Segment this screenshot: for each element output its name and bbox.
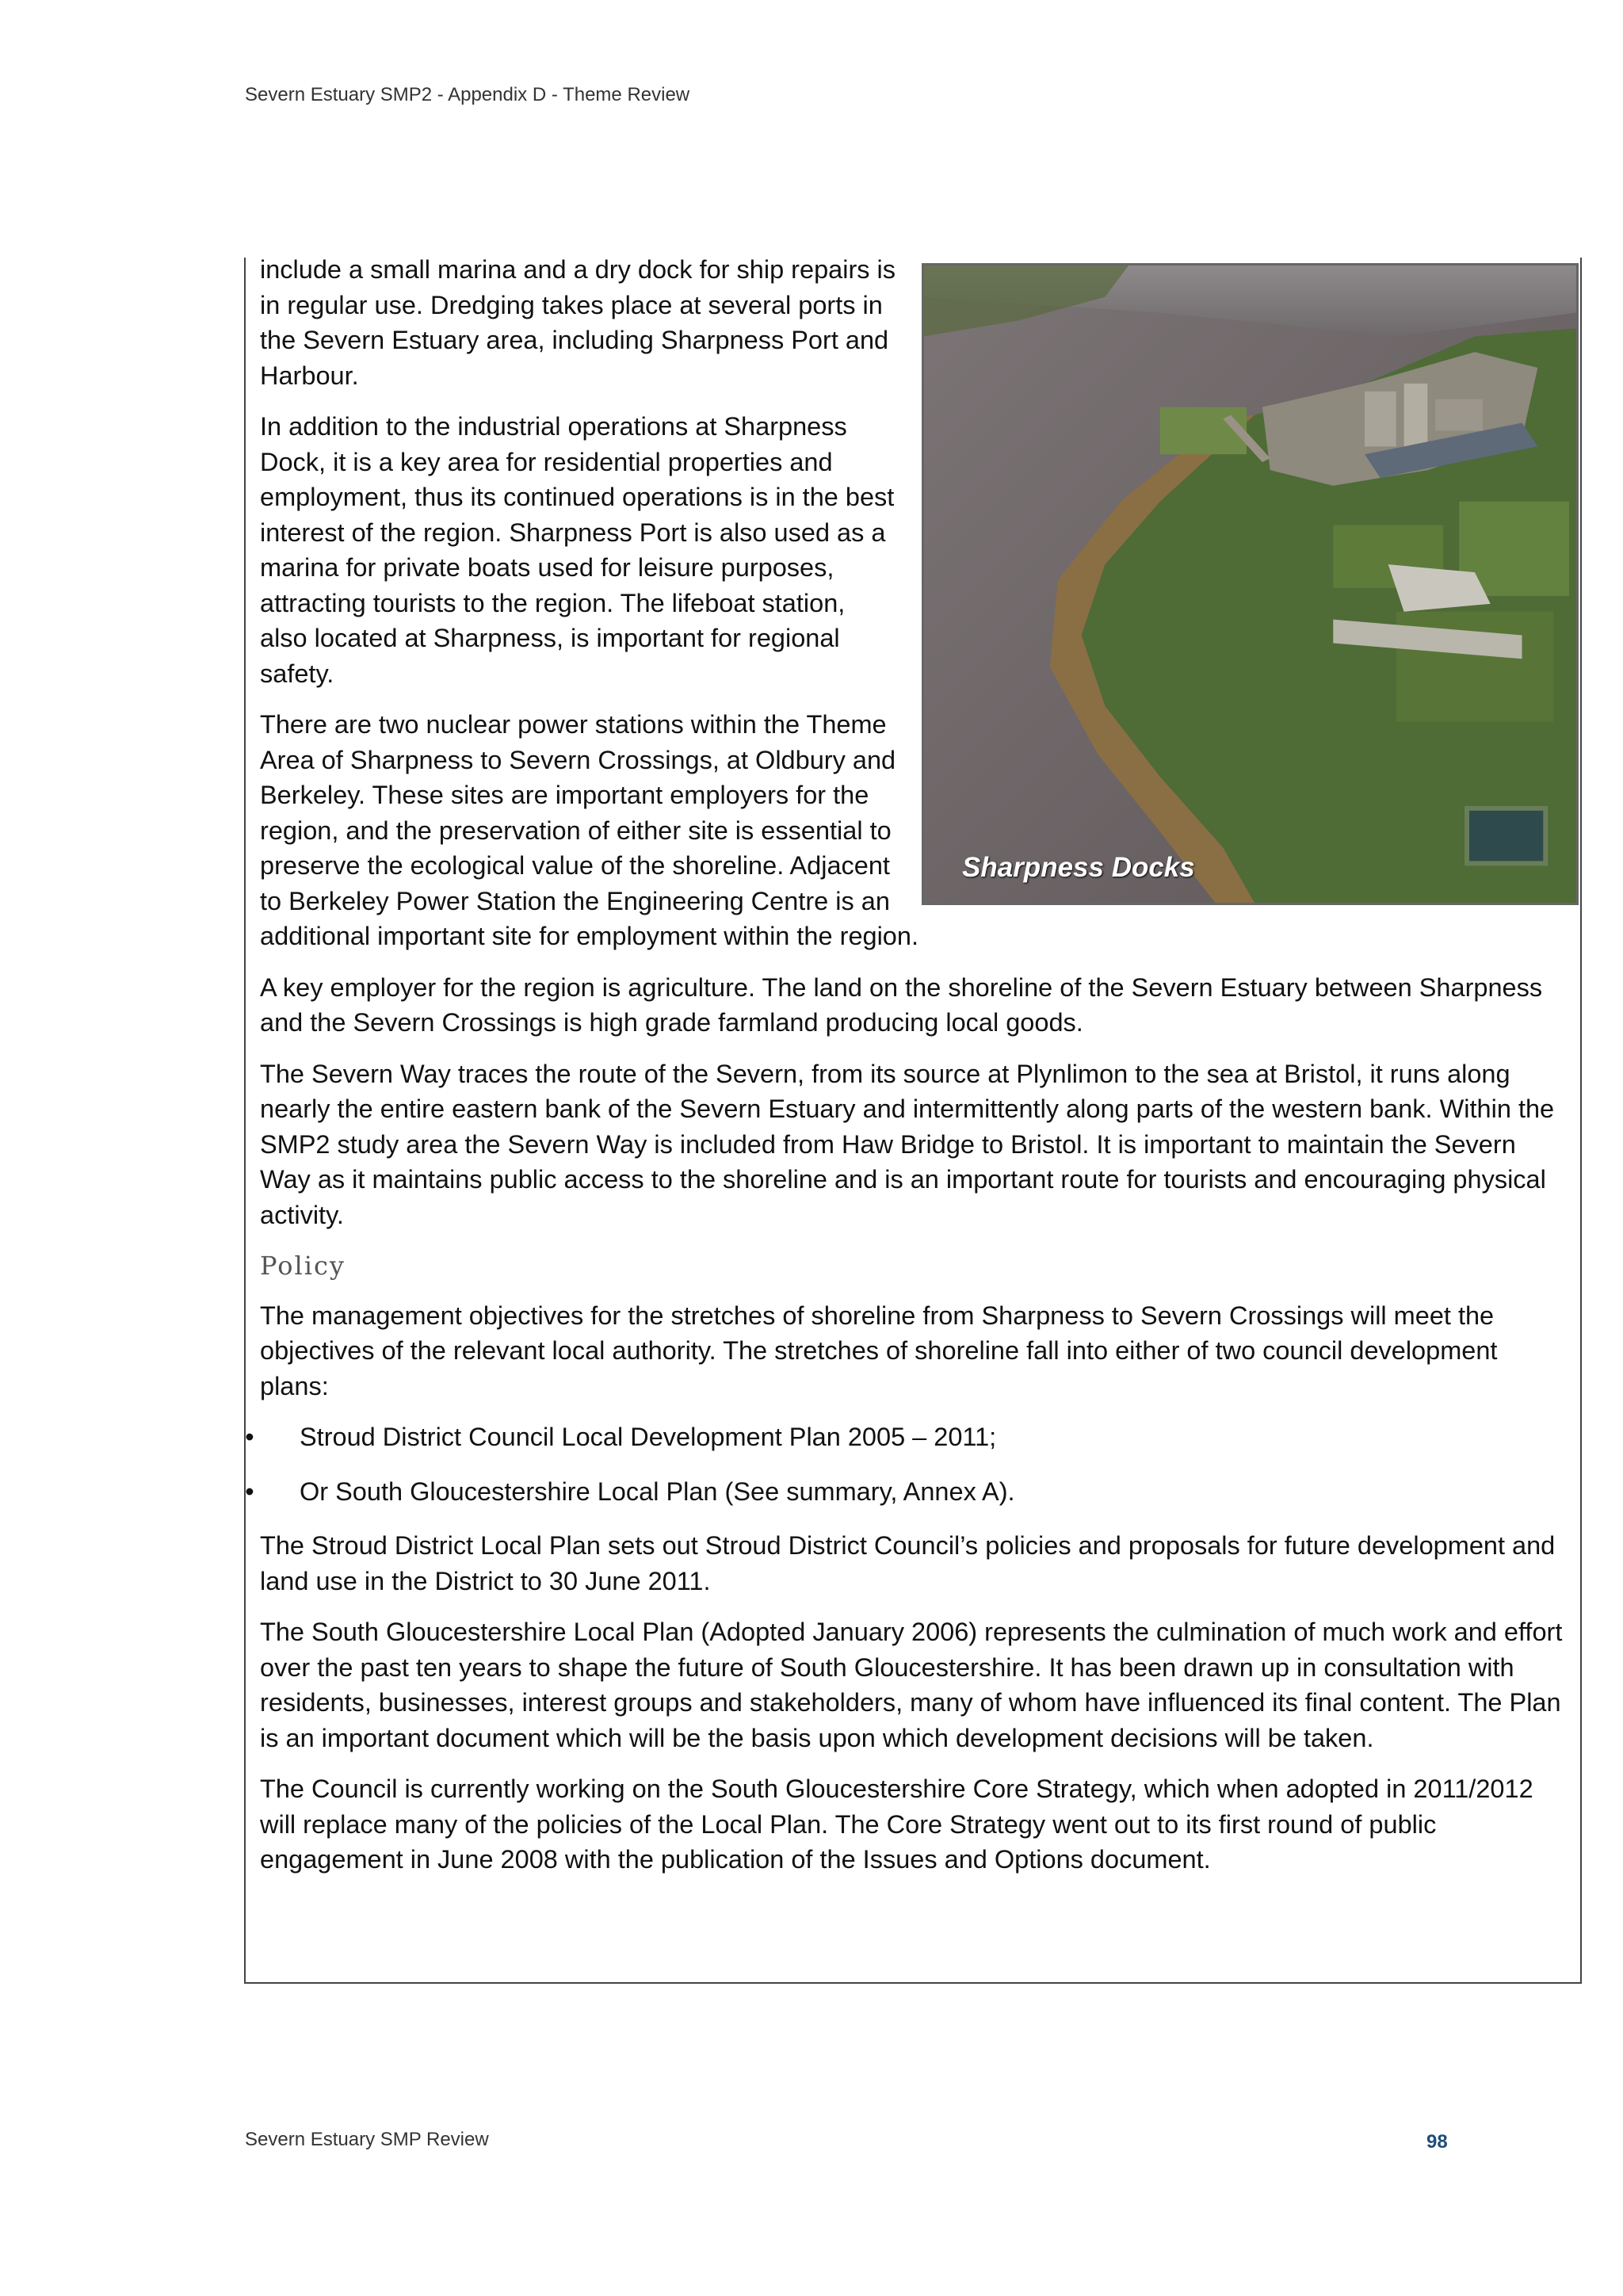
aerial-photo-illustration	[924, 266, 1576, 903]
page-header: Severn Estuary SMP2 - Appendix D - Theme Review	[245, 84, 690, 105]
paragraph: There are two nuclear power stations within the Theme Area of Sharpness to Severn Crossings, at Oldbury and Berkeley. These sites are important employers for the region, and the preservation of either site is essential to preserve the ecological value of the shoreline. Adjacent to Berkeley Power Station the Engineering Centre is an additional important site for employment within the region.	[260, 710, 918, 950]
list-item	[238, 1419, 1571, 1455]
main-content	[245, 252, 1571, 1893]
page-number: 98	[1426, 2131, 1448, 2153]
bullet-icon: •	[245, 1477, 254, 1506]
list-item	[238, 1474, 1571, 1510]
section-heading-policy: Policy	[260, 1251, 346, 1281]
bullet-list	[238, 1419, 1571, 1509]
paragraph: The management objectives for the stretches of shoreline from Sharpness to Severn Crossings will meet the objectives of the relevant local authority. The stretches of shoreline fall into either of two council development plans:	[260, 1301, 1498, 1400]
paragraph: The Severn Way traces the route of the Severn, from its source at Plynlimon to the sea at Bristol, it runs along nearly the entire eastern bank of the Severn Estuary and intermittently along parts of the western bank. Within the SMP2 study area the Severn Way is included from Haw Bridge to Bristol. It is important to maintain the Severn Way as it maintains public access to the shoreline and is an important route for tourists and encouraging physical activity.	[260, 1059, 1555, 1229]
paragraph: include a small marina and a dry dock for ship repairs is in regular use. Dredging takes place at several ports in the Severn Estuary area, including Sharpness Port and Harbour.	[260, 255, 896, 390]
paragraph: The Stroud District Local Plan sets out Stroud District Council’s policies and proposals for future development and land use in the District to 30 June 2011.	[260, 1531, 1556, 1595]
paragraph: The South Gloucestershire Local Plan (Adopted January 2006) represents the culmination of much work and effort over the past ten years to shape the future of South Gloucestershire. It has been drawn up in consultation with residents, businesses, interest groups and stakeholders, many of whom have influenced its final content. The Plan is an important document which will be the basis upon which development decisions will be taken.	[260, 1618, 1563, 1752]
paragraph: A key employer for the region is agriculture. The land on the shoreline of the Severn Estuary between Sharpness and the Severn Crossings is high grade farmland producing local goods.	[260, 972, 1543, 1037]
bullet-icon: •	[245, 1423, 254, 1451]
footer-title: Severn Estuary SMP Review	[245, 2129, 489, 2150]
paragraph: In addition to the industrial operations at Sharpness Dock, it is a key area for residential properties and employment, thus its continued operations is in the best interest of the region. Sharpness Port is also used as a marina for private boats used for leisure purposes, attracting tourists to the region. The lifeboat station, also located at Sharpness, is important for regional safety.	[260, 412, 895, 688]
list-item-text: Or South Gloucestershire Local Plan (See summary, Annex A).	[300, 1477, 1015, 1506]
list-item-text: Stroud District Council Local Development Plan 2005 – 2011;	[300, 1423, 997, 1451]
photo-caption: Sharpness Docks	[962, 851, 1195, 883]
paragraph: The Council is currently working on the South Gloucestershire Core Strategy, which when adopted in 2011/2012 will replace many of the policies of the Local Plan. The Core Strategy went out to its first round of public engagement in June 2008 with the publication of the Issues and Options document.	[260, 1775, 1533, 1874]
sharpness-docks-photo	[922, 263, 1579, 905]
